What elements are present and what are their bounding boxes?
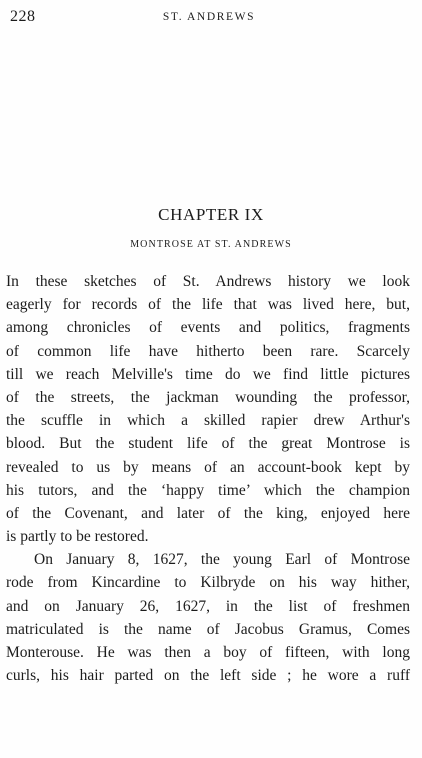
text-line: In these sketches of St. Andrews history we look — [6, 273, 410, 290]
text-line: of the Covenant, and later of the king, enjoyed here — [6, 504, 410, 522]
running-title: ST. ANDREWS — [162, 11, 256, 23]
running-head — [10, 8, 408, 28]
chapter-title: CHAPTER IX — [158, 205, 264, 224]
body-text — [6, 270, 410, 687]
chapter-subtitle: MONTROSE AT ST. ANDREWS — [130, 239, 292, 250]
text-line: and on January 26, 1627, in the list of freshmen — [6, 597, 410, 615]
text-line: revealed to us by means of an account-book kept by — [6, 458, 410, 476]
page-number: 228 — [10, 8, 36, 25]
text-line: the scuffle in which a skilled rapier drew Arthur's — [6, 412, 410, 430]
text-line: of common life have hitherto been rare. Scarcely — [6, 342, 410, 360]
text-line: blood. But the student life of the great Montrose is — [6, 435, 410, 453]
text-line: of the streets, the jackman wounding the professor, — [6, 388, 410, 406]
text-line: curls, his hair parted on the left side ; he wore a ruff — [6, 667, 410, 685]
text-line: On January 8, 1627, the young Earl of Montrose — [34, 551, 410, 569]
text-line: till we reach Melville's time do we find little pictures — [6, 365, 410, 383]
text-line: his tutors, and the ‘happy time’ which the champion — [6, 481, 410, 499]
text-line: Monterouse. He was then a boy of fifteen, with long — [6, 644, 410, 661]
text-line: matriculated is the name of Jacobus Gramus, Comes — [6, 620, 410, 638]
text-line: eagerly for records of the life that was lived here, but, — [6, 296, 410, 314]
text-line: rode from Kincardine to Kilbryde on his way hither, — [6, 574, 410, 592]
text-line: among chronicles of events and politics, fragments — [6, 319, 410, 337]
text-line: is partly to be restored. — [6, 528, 149, 546]
